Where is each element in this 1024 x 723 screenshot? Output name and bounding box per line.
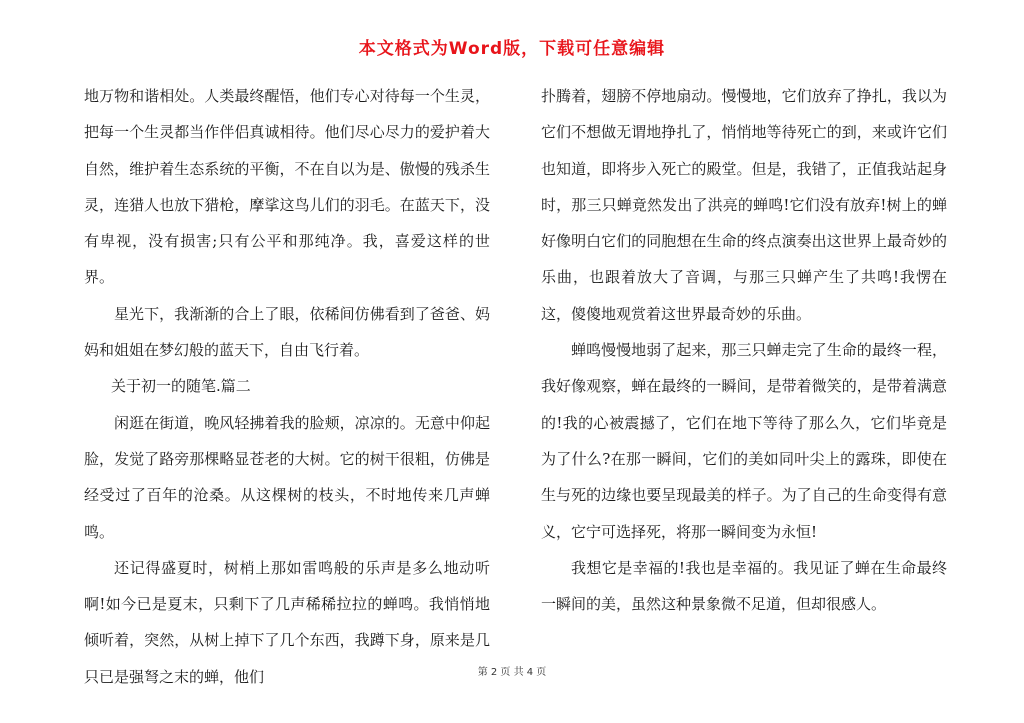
right-column [541,78,947,622]
header-banner: 本文格式为Word版，下载可任意编辑 [358,39,666,59]
page-number: 第 2 页 共 4 页 [477,667,547,678]
paragraph: 闲逛在街道，晚风轻拂着我的脸颊，凉凉的。无意中仰起脸，发觉了路旁那棵略显苍老的大树。它的树干很粗，仿佛是经受过了百年的沧桑。从这棵树的枝头，不时地传来几声蝉鸣。 [84,413,490,541]
paragraph: 星光下，我渐渐的合上了眼，依稀间仿佛看到了爸爸、妈妈和姐姐在梦幻般的蓝天下，自由飞行着。 [84,304,490,360]
paragraph: 扑腾着，翅膀不停地扇动。慢慢地，它们放弃了挣扎，我以为它们不想做无谓地挣扎了，悄悄地等待死亡的到，来或许它们也知道，即将步入死亡的殿堂。但是，我错了，正值我站起身时，那三只蝉竟然发出了洪亮的蝉鸣!它们没有放弃!树上的蝉好像明白它们的同胞想在生命的终点演奏出这世界上最奇妙的乐曲，也跟着放大了音调，与那三只蝉产生了共鸣!我愣在这，傻傻地观赏着这世界最奇妙的乐曲。 [541,87,947,323]
paragraph: 地万物和谐相处。人类最终醒悟，他们专心对待每一个生灵，把每一个生灵都当作伴侣真诚相待。他们尽心尽力的爱护着大自然，维护着生态系统的平衡，不在自以为是、傲慢的残杀生灵，连猎人也放下猎枪，摩挲这鸟儿们的羽毛。在蓝天下，没有卑视，没有损害;只有公平和那纯净。我，喜爱这样的世界。 [84,87,490,287]
left-column [84,78,490,695]
section-heading: 关于初一的随笔.篇二 [111,377,251,396]
paragraph: 蝉鸣慢慢地弱了起来，那三只蝉走完了生命的最终一程，我好像观察，蝉在最终的一瞬间，是带着微笑的，是带着满意的!我的心被震撼了，它们在地下等待了那么久，它们毕竟是为了什么?在那一瞬间，它们的美如同叶尖上的露珠，即使在生与死的边缘也要呈现最美的样子。为了自己的生命变得有意义，它宁可选择死，将那一瞬间变为永恒! [541,341,947,541]
paragraph: 还记得盛夏时，树梢上那如雷鸣般的乐声是多么地动听啊!如今已是夏末，只剩下了几声稀稀拉拉的蝉鸣。我悄悄地倾听着，突然，从树上掉下了几个东西，我蹲下身，原来是几只已是强弩之末的蝉，他们 [84,558,490,686]
paragraph: 我想它是幸福的!我也是幸福的。我见证了蝉在生命最终一瞬间的美，虽然这种景象微不足道，但却很感人。 [541,558,947,614]
